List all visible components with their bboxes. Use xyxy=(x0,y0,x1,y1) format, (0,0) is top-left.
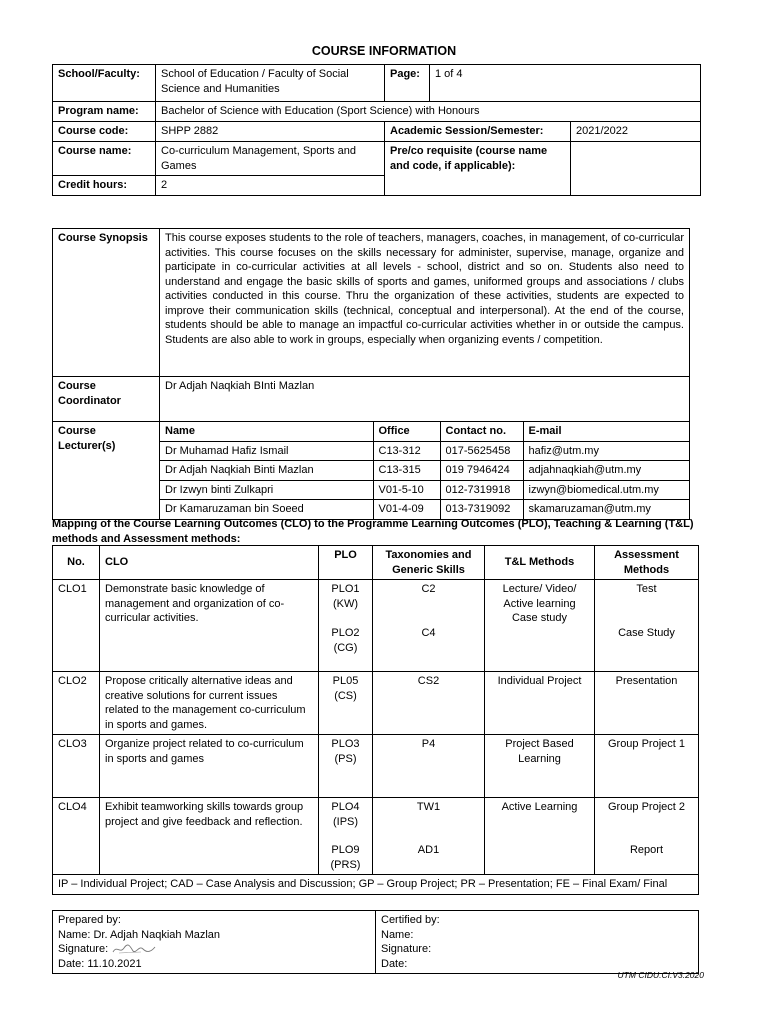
clo-text: Demonstrate basic knowledge of management and organization of co-curricular activities. xyxy=(100,580,319,672)
table-row xyxy=(53,672,699,735)
lecturers-header-office: Office xyxy=(373,422,440,441)
taxonomy-secondary: C4 xyxy=(421,627,436,639)
table-row xyxy=(160,500,690,519)
header-tl-methods: T&L Methods xyxy=(485,546,595,580)
session-label: Academic Session/Semester: xyxy=(385,122,571,142)
clo-text: Propose critically alternative ideas and creative solutions for current issues related to the management co-curriculum in sports and games. xyxy=(100,672,319,735)
assessment-primary: Group Project 2 xyxy=(607,801,686,813)
assessment-secondary: Case Study xyxy=(618,627,675,639)
lecturer-email: skamaruzaman@utm.my xyxy=(523,500,690,519)
lecturer-office: V01-4-09 xyxy=(373,500,440,519)
plo-primary: PLO1 (KW) xyxy=(331,583,360,610)
taxonomy-primary: TW1 xyxy=(416,801,441,813)
certified-name: Name: xyxy=(381,928,414,941)
header-plo: PLO xyxy=(319,546,373,580)
table-row xyxy=(53,735,699,798)
prepared-label: Prepared by: xyxy=(58,914,121,926)
mapping-heading: Mapping of the Course Learning Outcomes (CLO) to the Programme Learning Outcomes (PLO), Teaching & Learning (T&L) methods and Assessment methods: xyxy=(52,518,694,545)
assessment-primary: Test xyxy=(636,583,657,595)
taxonomy-secondary: AD1 xyxy=(417,844,440,856)
legend: IP – Individual Project; CAD – Case Analysis and Discussion; GP – Group Project; PR – Presentation; FE – Final Exam/ Final xyxy=(53,875,699,895)
certified-date: Date: xyxy=(381,957,408,970)
plo-cell xyxy=(319,580,373,672)
prepared-signature-line xyxy=(58,942,370,957)
lecturers-cell xyxy=(160,422,690,520)
lecturer-contact: 012-7319918 xyxy=(440,480,523,500)
lecturer-contact: 013-7319092 xyxy=(440,500,523,519)
lecturer-name: Dr Muhamad Hafiz Ismail xyxy=(160,441,373,461)
lecturers-table xyxy=(160,422,690,519)
tl-primary: Individual Project xyxy=(485,672,595,735)
lecturers-label: Course Lecturer(s) xyxy=(53,422,160,520)
assessment-cell xyxy=(595,580,699,672)
lecturer-name: Dr Kamaruzaman bin Soeed xyxy=(160,500,373,519)
plo-primary: PL05 (CS) xyxy=(319,672,373,735)
lecturer-contact: 019 7946424 xyxy=(440,461,523,481)
name-value: Co-curriculum Management, Sports and Games xyxy=(156,142,385,176)
lecturers-header-name: Name xyxy=(160,422,373,441)
clo-number: CLO2 xyxy=(53,672,100,735)
table-row xyxy=(53,580,699,672)
code-value: SHPP 2882 xyxy=(156,122,385,142)
page-label: Page: xyxy=(385,65,430,102)
credit-label: Credit hours: xyxy=(53,176,156,196)
taxonomy-primary: C2 xyxy=(421,583,436,595)
taxonomy-cell xyxy=(373,580,485,672)
lecturer-contact: 017-5625458 xyxy=(440,441,523,461)
clo-text: Organize project related to co-curriculum in sports and games xyxy=(100,735,319,798)
clo-number: CLO4 xyxy=(53,798,100,875)
assessment-primary: Presentation xyxy=(595,672,699,735)
school-label: School/Faculty: xyxy=(53,65,156,102)
table-row xyxy=(160,461,690,481)
lecturer-email: hafiz@utm.my xyxy=(523,441,690,461)
tl-primary: Project Based Learning xyxy=(485,735,595,798)
synopsis-label: Course Synopsis xyxy=(53,229,160,377)
signoff-table xyxy=(52,910,699,974)
prereq-value xyxy=(571,142,701,196)
plo-secondary: PLO2 (CG) xyxy=(331,627,360,654)
tl-cell xyxy=(485,580,595,672)
credit-value: 2 xyxy=(156,176,385,196)
lecturer-email: izwyn@biomedical.utm.my xyxy=(523,480,690,500)
lecturers-header-email: E-mail xyxy=(523,422,690,441)
code-label: Course code: xyxy=(53,122,156,142)
header-clo: CLO xyxy=(100,546,319,580)
taxonomy-cell xyxy=(373,798,485,875)
clo-number: CLO3 xyxy=(53,735,100,798)
page-value: 1 of 4 xyxy=(430,65,701,102)
prereq-label: Pre/co requisite (course name and code, if applicable): xyxy=(385,142,571,196)
table-row xyxy=(53,798,699,875)
coordinator-label: Course Coordinator xyxy=(53,377,160,422)
taxonomy-primary: P4 xyxy=(373,735,485,798)
prepared-block xyxy=(53,911,376,974)
session-value: 2021/2022 xyxy=(571,122,701,142)
mapping-table xyxy=(52,545,699,895)
assessment-secondary: Report xyxy=(629,844,664,856)
assessment-primary: Group Project 1 xyxy=(595,735,699,798)
certified-block xyxy=(376,911,699,974)
lecturer-office: V01-5-10 xyxy=(373,480,440,500)
course-info-table xyxy=(52,64,701,196)
mapping-header-row xyxy=(53,546,699,580)
tl-primary: Lecture/ Video/ Active learning xyxy=(502,583,577,610)
certified-label: Certified by: xyxy=(381,914,440,926)
name-label: Course name: xyxy=(53,142,156,176)
tl-secondary: Case study xyxy=(511,612,568,624)
lecturers-header-row xyxy=(160,422,690,441)
clo-text: Exhibit teamworking skills towards group project and give feedback and reflection. xyxy=(100,798,319,875)
header-no: No. xyxy=(53,546,100,580)
tl-primary: Active Learning xyxy=(485,798,595,875)
clo-number: CLO1 xyxy=(53,580,100,672)
plo-primary: PLO3 (PS) xyxy=(319,735,373,798)
prepared-name: Name: Dr. Adjah Naqkiah Mazlan xyxy=(58,928,221,941)
assessment-cell xyxy=(595,798,699,875)
synopsis-table xyxy=(52,228,690,520)
plo-secondary: PLO9 (PRS) xyxy=(330,844,361,871)
document-code: UTM CIDU.CI.V3.2020 xyxy=(617,970,704,980)
program-label: Program name: xyxy=(53,102,156,122)
page-title: COURSE INFORMATION xyxy=(311,44,457,58)
certified-signature: Signature: xyxy=(381,943,432,955)
table-row xyxy=(160,480,690,500)
lecturer-email: adjahnaqkiah@utm.my xyxy=(523,461,690,481)
lecturer-office: C13-315 xyxy=(373,461,440,481)
lecturer-office: C13-312 xyxy=(373,441,440,461)
prepared-date: Date: 11.10.2021 xyxy=(58,957,142,970)
lecturer-name: Dr Izwyn binti Zulkapri xyxy=(160,480,373,500)
synopsis-text: This course exposes students to the role of teachers, managers, coaches, in management, of co-curricular activities. This course focuses on the skills necessary for administer, supervise, manage, organize and participate in co-curricular activities at all levels - school, district and so on. Students also need to understand and engage the basic skills of sports and games, uniformed groups and associations / clubs activities conducted in this course. Thru the organization of these activities, students are expected to improve their communication skills (technical, conceptual and interpersonal). At the end of the course, students should be able to manage an impactful co-curricular activities whether in or outside the campus. Students are also able to work in groups, especially when organizing events / competition. xyxy=(160,229,690,377)
plo-cell xyxy=(319,798,373,875)
lecturer-name: Dr Adjah Naqkiah Binti Mazlan xyxy=(160,461,373,481)
signature-scribble xyxy=(111,943,157,955)
table-row xyxy=(160,441,690,461)
plo-primary: PLO4 (IPS) xyxy=(331,801,360,828)
header-taxonomies: Taxonomies and Generic Skills xyxy=(373,546,485,580)
prepared-signature-label: Signature: xyxy=(58,943,109,955)
coordinator-value: Dr Adjah Naqkiah BInti Mazlan xyxy=(160,377,690,422)
school-value: School of Education / Faculty of Social Science and Humanities xyxy=(156,65,385,102)
lecturers-header-contact: Contact no. xyxy=(440,422,523,441)
header-assessment: Assessment Methods xyxy=(595,546,699,580)
program-value: Bachelor of Science with Education (Sport Science) with Honours xyxy=(156,102,701,122)
taxonomy-primary: CS2 xyxy=(373,672,485,735)
